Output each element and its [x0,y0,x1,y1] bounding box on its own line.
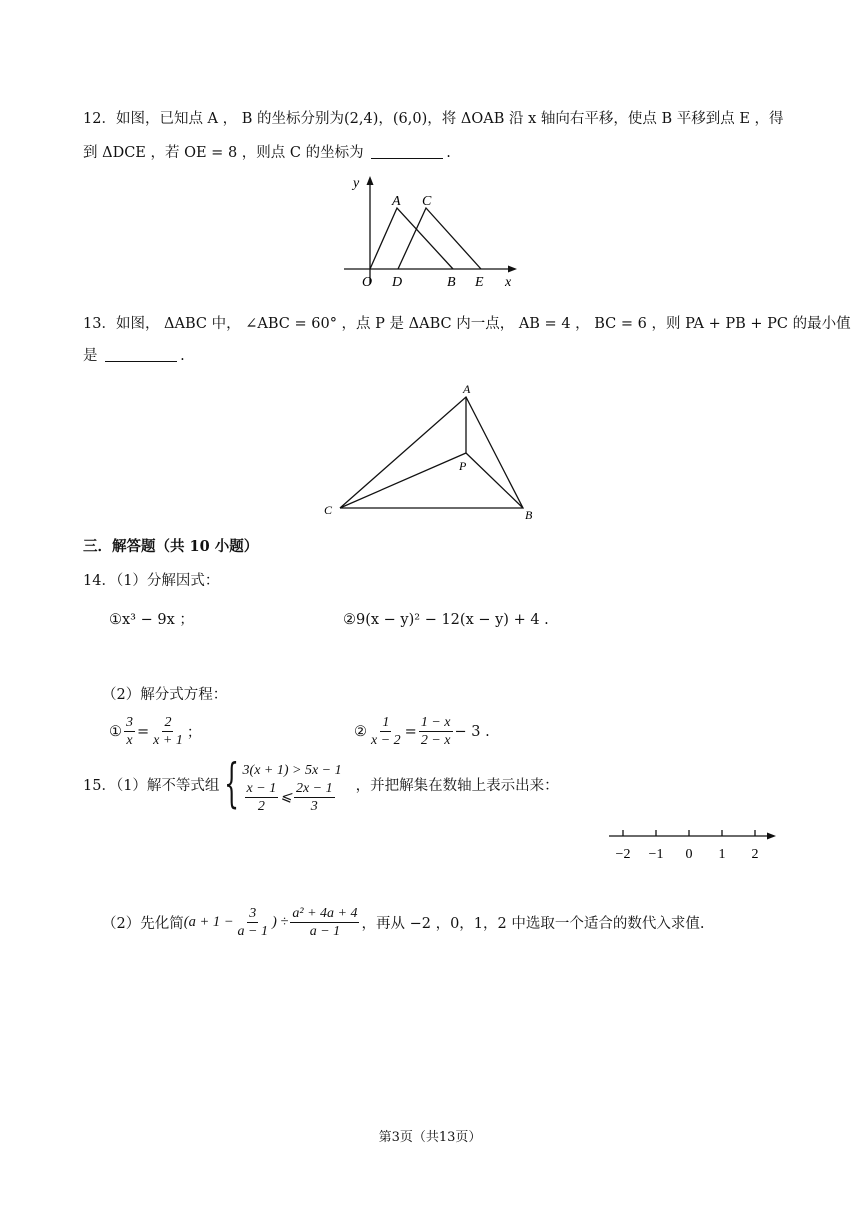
q13-line2-end: . [180,348,185,364]
q15-p2-mid: ) ÷ [271,914,289,930]
q12-label-O: O [362,275,373,290]
q12-label-E: E [475,275,484,290]
frac-num: a² + 4a + 4 [292,906,358,921]
q12-label-A: A [392,194,401,209]
q14-p2b-frac1 [369,714,403,749]
q12-label-y: y [353,176,360,191]
page-footer: 第3页（共13页） [378,1130,482,1145]
q14-p2a-frac1 [124,714,135,749]
q15-part1-pre: 15．（1）解不等式组 [83,777,220,794]
q12-line2-end: . [446,145,451,161]
q12-line2-text: 到 ΔDCE ，若 OE = 8 ，则点 C 的坐标为 [83,145,364,161]
q12-line2 [83,142,451,164]
number-line-tick-label: 2 [751,847,759,862]
frac-num: 2x − 1 [295,780,333,796]
q15-part2-pre: （2）先化简 [102,916,184,932]
q15-p2-frac2 [290,905,359,940]
q14-p2a-end: ； [186,725,202,741]
q12-label-C: C [422,194,432,209]
q14-p2a-mark: ① [109,723,122,740]
number-line-tick-label: −2 [615,847,631,862]
frac-num: 3 [126,715,133,730]
q15-part2-post: ，再从 −2 ，0，1，2 中选取一个适合的数代入求值. [361,916,705,932]
q13-line2-text: 是 [83,348,98,364]
q14-p2b-end: − 3 . [454,723,490,740]
q14-p2b [354,714,490,749]
frac-den: x [126,733,133,748]
q14-p2b-mark: ② [354,723,367,740]
q15-sys-row1: 3(x + 1) > 5x − 1 [242,763,342,778]
q13-answer-blank[interactable] [105,347,177,362]
frac-den: a − 1 [309,924,341,939]
number-line [605,822,780,867]
frac-num: x − 1 [246,780,277,796]
frac-den: 3 [310,798,318,814]
brace-icon: { [224,754,240,814]
q14-part1: 14．（1）分解因式： [83,573,220,589]
q12-line1: 12．如图，已知点 A ， B 的坐标分别为(2,4)，(6,0)，将 ΔOAB 沿 x 轴向右平移，使点 B 平移到点 E ，得 [83,111,784,127]
frac-num: 3 [249,906,257,921]
frac-den: 2 [257,798,265,814]
q15-sys-row2 [243,780,342,814]
q12-label-D: D [392,275,403,290]
frac-num: 1 [382,715,390,730]
q13-line2 [83,345,185,367]
q15-inequality-system [242,758,342,814]
q12-label-x: x [505,275,512,290]
frac-den: x − 2 [371,733,401,748]
q15-sys-frac1 [245,780,279,815]
q15-sys-frac2 [294,780,335,815]
q14-p2b-eq: = [404,723,417,740]
q14-p1b: ②9(x − y)² − 12(x − y) + 4 . [343,612,549,628]
frac-num: 2 [164,715,172,730]
q14-p2a [109,714,201,749]
number-line-tick-label: −1 [648,847,664,862]
number-line-tick-label: 0 [685,847,693,862]
q13-figure [315,378,545,523]
q13-label-B: B [525,508,533,522]
q12-answer-blank[interactable] [371,144,443,159]
frac-den: x + 1 [153,733,183,748]
q12-label-B: B [447,275,456,290]
q14-p2a-eq: = [137,723,150,740]
q15-sys-le: ⩽ [280,789,292,805]
q15-p2-frac1 [236,905,270,940]
section-title: 三．解答题（共 10 小题） [83,538,259,555]
number-line-tick-label: 1 [718,847,726,862]
q13-label-A: A [463,382,471,396]
q14-part2: （2）解分式方程： [102,687,228,703]
q15-p2-open: (a + 1 − [183,914,234,930]
q15-part1 [83,754,559,814]
q14-p2a-frac2 [151,714,185,749]
q13-line1: 13．如图， ΔABC 中， ∠ABC = 60° ，点 P 是 ΔABC 内一点， AB = 4 ， BC = 6 ，则 PA + PB + PC 的最小值 [83,316,851,332]
q15-part2 [102,905,704,940]
q14-p1a: ①x³ − 9x ； [109,612,194,628]
frac-num: 1 − x [420,715,451,730]
q15-part1-post: ，并把解集在数轴上表示出来： [355,777,559,794]
q12-figure [340,172,525,297]
q14-p2b-frac2 [419,714,453,749]
q13-label-C: C [324,503,333,517]
q13-label-P: P [459,459,467,473]
frac-den: 2 − x [420,733,451,748]
frac-den: a − 1 [237,924,268,939]
